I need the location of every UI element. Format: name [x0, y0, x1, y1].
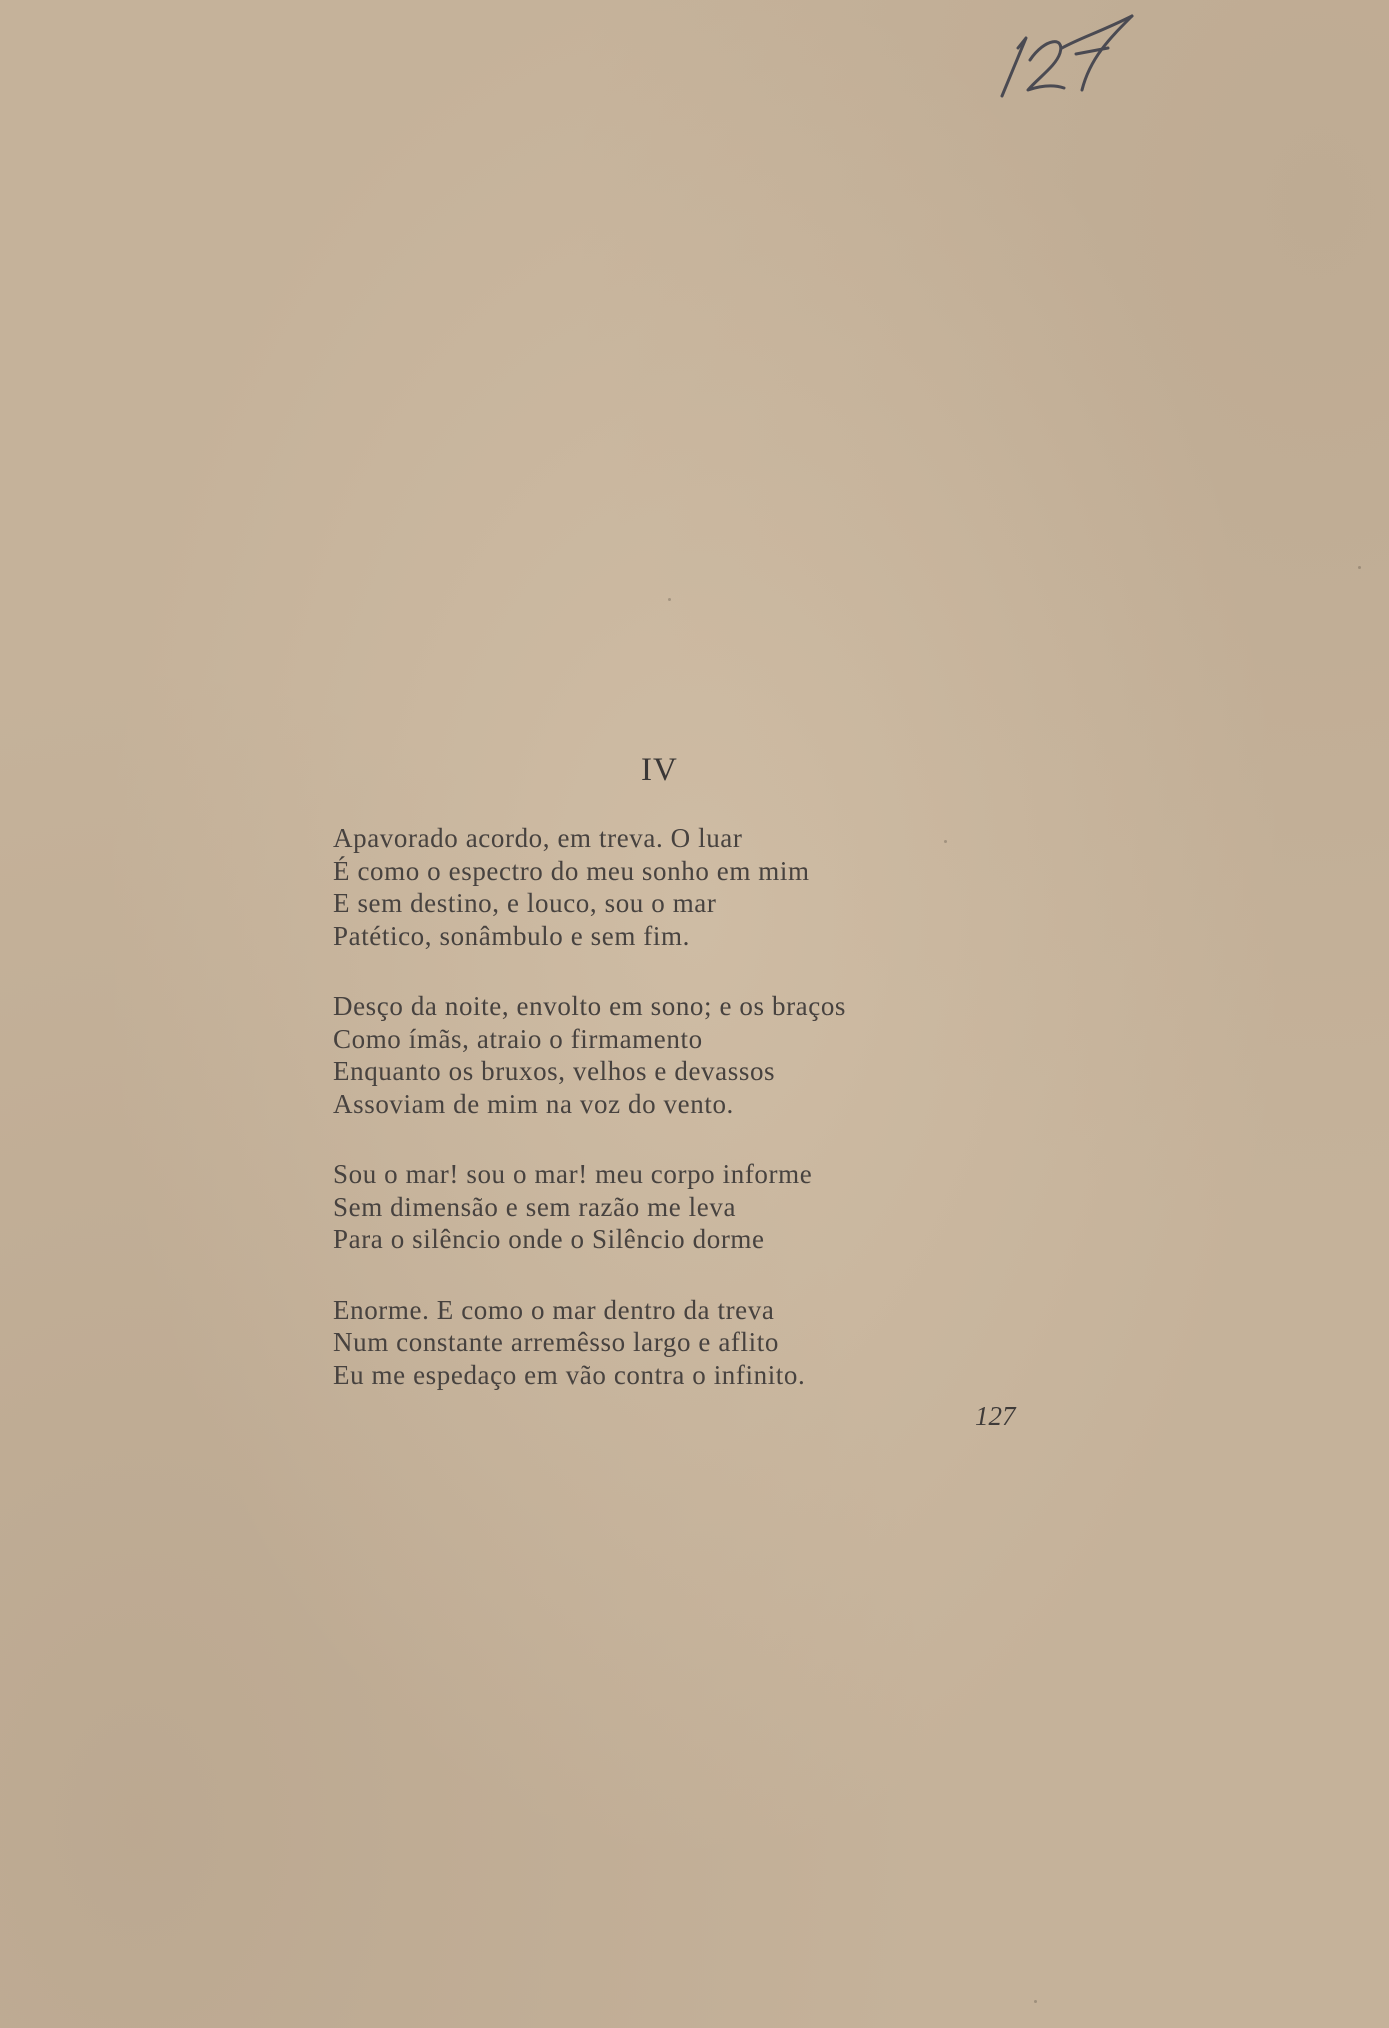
paper-speck	[668, 598, 671, 601]
verse-line: Num constante arremêsso largo e aflito	[333, 1327, 779, 1357]
section-numeral: IV	[641, 752, 678, 788]
verse-line: Como ímãs, atraio o firmamento	[333, 1023, 703, 1054]
verse-line: Assoviam de mim na voz do vento.	[333, 1088, 734, 1119]
verse-line: Sem dimensão e sem razão me leva	[333, 1191, 737, 1222]
verse-line: Apavorado acordo, em treva. O luar	[333, 823, 743, 853]
verse-line: É como o espectro do meu sonho em mim	[333, 855, 810, 886]
handwritten-folio-number	[990, 8, 1160, 98]
poem	[333, 822, 1033, 1391]
stanza-4	[333, 1294, 1033, 1392]
stanza-3	[333, 1158, 1033, 1256]
verse-line: Sou o mar! sou o mar! meu corpo informe	[333, 1159, 813, 1189]
stanza-2	[333, 990, 1033, 1120]
verse-line: Eu me espedaço em vão contra o infinito.	[333, 1359, 806, 1390]
stanza-1	[333, 822, 1033, 952]
paper-speck	[1358, 566, 1361, 569]
verse-line: Enorme. E como o mar dentro da treva	[333, 1294, 775, 1325]
verse-line: Patético, sonâmbulo e sem fim.	[333, 920, 690, 951]
paper-speck	[1034, 2000, 1037, 2003]
verse-line: Enquanto os bruxos, velhos e devassos	[333, 1056, 776, 1086]
verse-line: Para o silêncio onde o Silêncio dorme	[333, 1224, 765, 1254]
page-number: 127	[975, 1401, 1016, 1431]
verse-line: E sem destino, e louco, sou o mar	[333, 888, 717, 918]
paper-speck	[944, 840, 947, 843]
verse-line: Desço da noite, envolto em sono; e os braços	[333, 991, 847, 1021]
